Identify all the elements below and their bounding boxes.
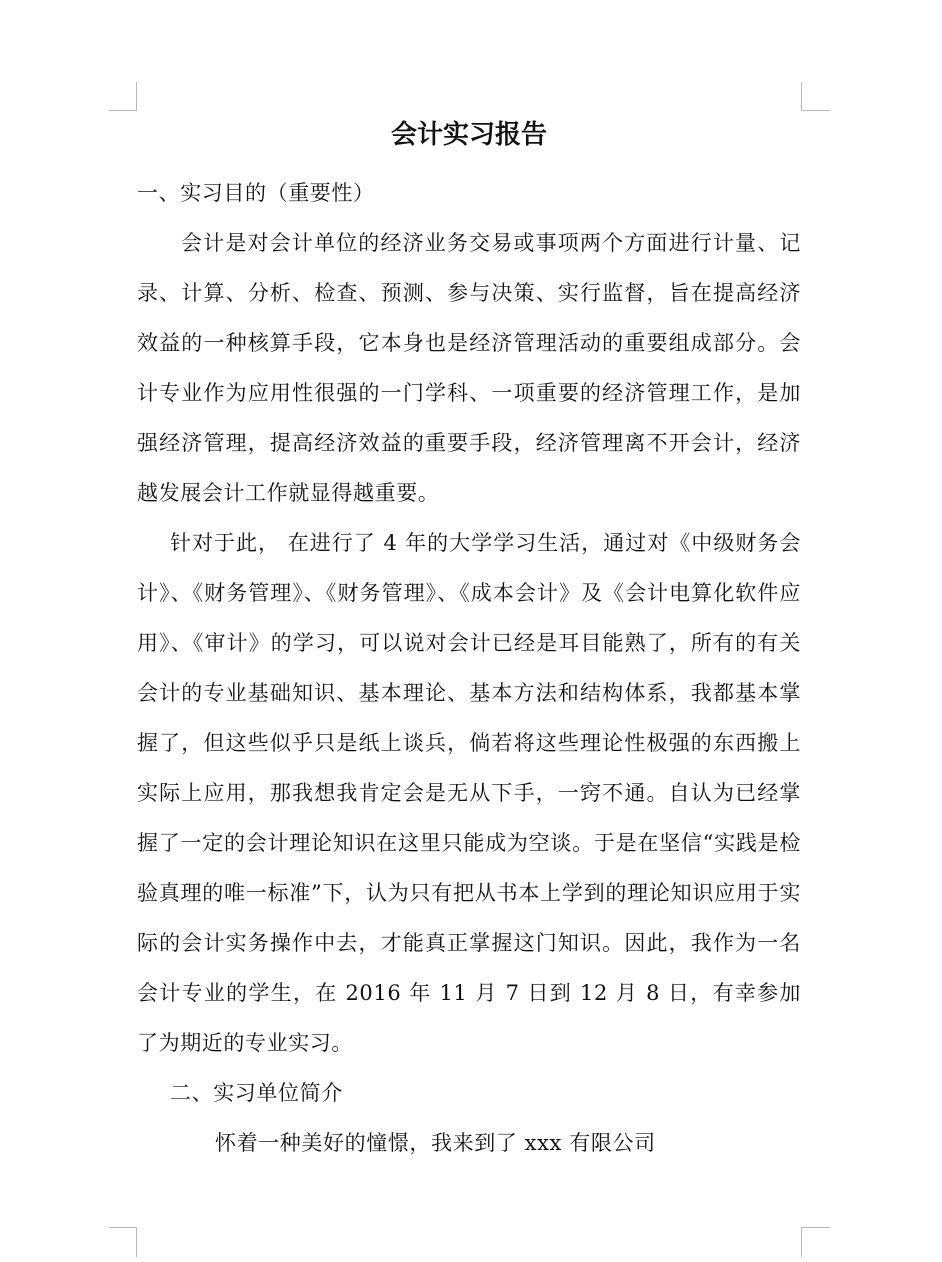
margin-corner-mark-bottom-right [801,1227,830,1257]
section-heading: 二、实习单位简介 [170,1081,343,1105]
margin-corner-mark-top-right [801,82,830,111]
margin-corner-mark-top-left [109,82,137,111]
paragraph: 会计是对会计单位的经济业务交易或事项两个方面进行计量、记录、计算、分析、检查、预测、参与决策、实行监督，旨在提高经济效益的一种核算手段，它本身也是经济管理活动的重要组成部分。会计专业作为应用性很强的一门学科、一项重要的经济管理工作，是加强经济管理，提高经济效益的重要手段，经济管理离不开会计，经济越发展会计工作就显得越重要。 [137,231,801,505]
document-body [137,168,801,1168]
margin-corner-mark-bottom-left [109,1227,137,1257]
paragraph: 针对于此， 在进行了 4 年的大学学习生活，通过对《中级财务会计》、《财务管理》、《财务管理》、《成本会计》及《会计电算化软件应用》、《审计》的学习，可以说对会计已经是耳目能熟了，所有的有关会计的专业基础知识、基本理论、基本方法和结构体系，我都基本掌握了，但这些似乎只是纸上谈兵，倘若将这些理论性极强的东西搬上实际上应用，那我想我肯定会是无从下手，一窍不通。自认为已经掌握了一定的会计理论知识在这里只能成为空谈。于是在坚信“实践是检验真理的唯一标准”下，认为只有把从书本上学到的理论知识应用于实际的会计实务操作中去，才能真正掌握这门知识。因此，我作为一名会计专业的学生，在 2016 年 11 月 7 日到 12 月 8 日，有幸参加了为期近的专业实习。 [137,531,801,1055]
paragraph: 怀着一种美好的憧憬，我来到了 xxx 有限公司 [215,1131,656,1155]
section-heading: 一、实习目的（重要性） [137,181,375,205]
document-title: 会计实习报告 [390,120,547,150]
